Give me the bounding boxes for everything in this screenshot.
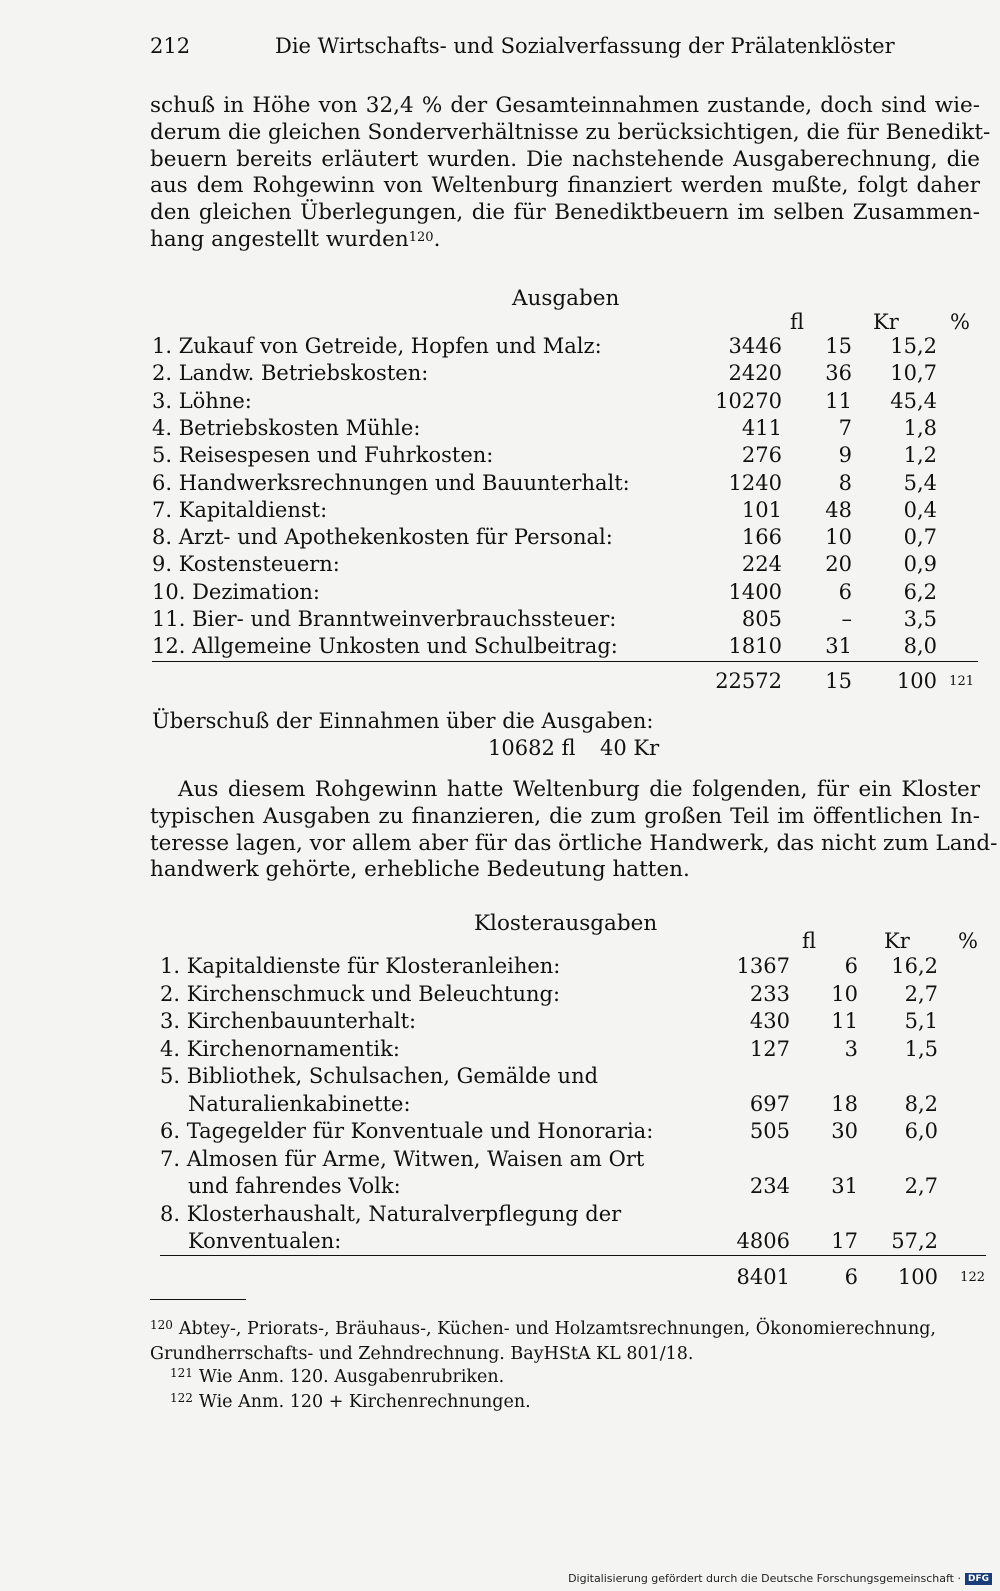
cell-pct: 5,1 <box>904 1009 938 1033</box>
table-row <box>152 470 982 497</box>
cell-fl: 430 <box>749 1009 790 1033</box>
table-row <box>160 1091 990 1118</box>
cell-kr: 15 <box>825 334 852 358</box>
footnote-121 <box>150 1366 980 1391</box>
cell-pct: 16,2 <box>891 954 938 978</box>
cell-kr: 11 <box>831 1009 858 1033</box>
table-title: Klosterausgaben <box>474 911 658 936</box>
table-total-row <box>152 668 982 695</box>
row-label: 8. Arzt- und Apothekenkosten für Personal: <box>152 525 613 550</box>
column-header-kr: Kr <box>873 310 899 334</box>
row-label: 5. Reisespesen und Fuhrkosten: <box>152 443 494 468</box>
row-label: Konventualen: <box>188 1229 342 1253</box>
row-label: 4. Kirchenornamentik: <box>160 1036 400 1061</box>
page-number: 212 <box>150 34 191 58</box>
cell-fl: 166 <box>741 525 782 550</box>
cell-fl: 1240 <box>728 470 782 495</box>
surplus-kr: 40 Kr <box>600 736 660 760</box>
table-row <box>152 633 982 660</box>
cell-kr: 6 <box>844 954 858 978</box>
cell-fl: 1367 <box>736 954 790 978</box>
footnote-mark: 120 <box>150 1318 173 1332</box>
cell-pct: 0,4 <box>903 497 937 522</box>
row-label: 6. Handwerksrechnungen und Bauunterhalt: <box>152 470 630 495</box>
column-header-fl: fl <box>802 929 817 953</box>
footnotes <box>150 1318 980 1415</box>
cell-fl: 101 <box>741 497 782 522</box>
cell-pct: 2,7 <box>904 981 938 1006</box>
text-line: beuern bereits erläutert wurden. Die nachstehende Ausgaberechnung, die <box>150 146 980 172</box>
cell-fl: 234 <box>749 1174 790 1198</box>
table-row <box>152 606 982 633</box>
table-row <box>160 981 990 1008</box>
cell-pct: 15,2 <box>890 334 937 358</box>
cell-fl: 805 <box>741 607 782 631</box>
running-title: Die Wirtschafts- und Sozialverfassung der Prälatenklöster <box>275 34 895 58</box>
cell-pct: 1,5 <box>904 1036 938 1061</box>
cell-kr: 48 <box>825 497 852 522</box>
cell-fl: 233 <box>749 981 790 1006</box>
table-row <box>152 579 982 606</box>
cell-kr: 10 <box>831 981 858 1006</box>
footnote-mark: 122 <box>170 1390 193 1405</box>
table-row <box>152 442 982 469</box>
footnote-text: Wie Anm. 120 + Kirchenrechnungen. <box>198 1391 531 1412</box>
row-label: 1. Zukauf von Getreide, Hopfen und Malz: <box>152 334 602 358</box>
cell-pct: 0,9 <box>903 552 937 577</box>
cell-kr: 6 <box>838 579 852 604</box>
cell-fl: 127 <box>749 1036 790 1061</box>
cell-fl: 3446 <box>728 334 782 358</box>
row-label: 2. Kirchenschmuck und Beleuchtung: <box>160 981 561 1006</box>
total-kr: 6 <box>844 1265 858 1289</box>
footer-text: Digitalisierung gefördert durch die Deutsche Forschungsgemeinschaft · <box>568 1572 961 1585</box>
cell-kr: 31 <box>825 634 852 659</box>
row-label: 5. Bibliothek, Schulsachen, Gemälde und <box>160 1064 599 1088</box>
digitization-footer <box>568 1572 992 1585</box>
row-label: 12. Allgemeine Unkosten und Schulbeitrag: <box>152 634 618 659</box>
cell-fl: 276 <box>741 443 782 468</box>
cell-fl: 697 <box>749 1091 790 1116</box>
cell-kr: 20 <box>825 552 852 577</box>
cell-pct: 8,0 <box>903 634 937 659</box>
cell-fl: 10270 <box>715 388 782 413</box>
footnote-120 <box>150 1318 980 1343</box>
cell-fl: 4806 <box>736 1229 790 1253</box>
cell-kr: 17 <box>831 1229 858 1253</box>
footnote-text: Grundherrschafts- und Zehndrechnung. BayHStA KL 801/18. <box>150 1343 694 1364</box>
text-line: den gleichen Überlegungen, die für Benediktbeuern im selben Zusammen- <box>150 200 980 226</box>
column-header-kr: Kr <box>884 929 910 953</box>
row-label: 2. Landw. Betriebskosten: <box>152 361 429 386</box>
text-line: derum die gleichen Sonderverhältnisse zu berücksichtigen, die für Benedikt- <box>150 119 991 145</box>
footnote-ref: 122 <box>960 1270 985 1285</box>
cell-kr: – <box>841 607 852 631</box>
table-total-rule <box>160 1255 986 1256</box>
surplus-label: Überschuß der Einnahmen über die Ausgaben: <box>152 709 654 733</box>
column-header-pct: % <box>958 929 978 953</box>
total-pct: 100 <box>896 669 937 693</box>
cell-kr: 36 <box>825 361 852 386</box>
row-label: 7. Kapitaldienst: <box>152 497 328 522</box>
table-row <box>160 1201 990 1228</box>
text-line: aus dem Rohgewinn von Weltenburg finanziert werden mußte, folgt daher <box>150 173 980 199</box>
cell-pct: 3,5 <box>903 607 937 631</box>
cell-pct: 10,7 <box>890 361 937 386</box>
row-label: 3. Kirchenbauunterhalt: <box>160 1009 417 1033</box>
table-row <box>160 1146 990 1173</box>
cell-fl: 1810 <box>728 634 782 659</box>
table-total-rule <box>152 661 978 662</box>
cell-pct: 1,2 <box>903 443 937 468</box>
cell-pct: 6,0 <box>904 1119 938 1143</box>
table-row <box>152 497 982 524</box>
column-header-pct: % <box>950 310 970 334</box>
cell-kr: 9 <box>838 443 852 468</box>
table-row <box>152 415 982 442</box>
cell-pct: 6,2 <box>903 579 937 604</box>
footnote-mark: 121 <box>170 1366 193 1380</box>
dfg-logo: DFG <box>965 1573 992 1585</box>
column-header-fl: fl <box>790 310 805 334</box>
text-line-content: hang angestellt wurden <box>150 226 409 252</box>
cell-kr: 7 <box>838 415 852 440</box>
row-label: 6. Tagegelder für Konventuale und Honoraria: <box>160 1119 654 1143</box>
cell-fl: 1400 <box>728 579 782 604</box>
text-line: schuß in Höhe von 32,4 % der Gesamteinnahmen zustande, doch sind wie- <box>150 93 980 118</box>
cell-kr: 3 <box>844 1036 858 1061</box>
row-label: Naturalienkabinette: <box>188 1091 411 1116</box>
cell-kr: 11 <box>825 388 852 413</box>
table-row <box>152 360 982 387</box>
cell-kr: 18 <box>831 1091 858 1116</box>
cell-kr: 31 <box>831 1174 858 1198</box>
table-row <box>152 388 982 415</box>
footnote-122 <box>150 1391 980 1416</box>
table-row <box>160 1173 990 1200</box>
table-row <box>160 1063 990 1090</box>
cell-pct: 8,2 <box>904 1091 938 1116</box>
cell-pct: 0,7 <box>903 525 937 550</box>
text-line: Aus diesem Rohgewinn hatte Weltenburg die folgenden, für ein Kloster <box>178 777 980 802</box>
cell-pct: 1,8 <box>903 415 937 440</box>
footnote-separator <box>150 1299 246 1300</box>
total-fl: 8401 <box>736 1265 790 1289</box>
cell-fl: 505 <box>749 1119 790 1143</box>
table-row <box>152 333 982 360</box>
table-row <box>152 524 982 551</box>
cell-kr: 30 <box>831 1119 858 1143</box>
row-label: und fahrendes Volk: <box>188 1174 401 1198</box>
cell-kr: 10 <box>825 525 852 550</box>
cell-fl: 2420 <box>728 361 782 386</box>
row-label: 10. Dezimation: <box>152 579 320 604</box>
row-label: 1. Kapitaldienste für Klosteranleihen: <box>160 954 561 978</box>
row-label: 4. Betriebskosten Mühle: <box>152 415 421 440</box>
table-title: Ausgaben <box>512 286 620 311</box>
cell-pct: 2,7 <box>904 1174 938 1198</box>
footnote-ref: 121 <box>949 674 974 689</box>
cell-pct: 45,4 <box>890 388 937 413</box>
total-kr: 15 <box>825 669 852 693</box>
cell-fl: 411 <box>741 415 782 440</box>
table-row <box>160 953 990 980</box>
row-label: 11. Bier- und Branntweinverbrauchssteuer: <box>152 607 617 631</box>
text-line: handwerk gehörte, erhebliche Bedeutung hatten. <box>150 857 690 883</box>
footnote-ref: 120 <box>408 229 434 245</box>
footnote-text: Wie Anm. 120. Ausgabenrubriken. <box>198 1367 505 1387</box>
table-total-row <box>160 1264 990 1291</box>
text-line: teresse lagen, vor allem aber für das örtliche Handwerk, das nicht zum Land- <box>150 830 998 856</box>
paragraph-2 <box>150 777 998 884</box>
paragraph-1 <box>150 93 991 254</box>
row-label: 9. Kostensteuern: <box>152 552 340 577</box>
row-label: 7. Almosen für Arme, Witwen, Waisen am Ort <box>160 1146 645 1171</box>
text-line: typischen Ausgaben zu finanzieren, die zum großen Teil im öffentlichen In- <box>150 803 980 829</box>
total-fl: 22572 <box>715 669 782 693</box>
row-label: 3. Löhne: <box>152 388 252 413</box>
text-line: hang angestellt wurden$^{120}$. <box>150 226 441 252</box>
cell-kr: 8 <box>838 470 852 495</box>
table-row <box>152 551 982 578</box>
surplus-amount: 10682 fl <box>488 736 576 760</box>
cell-pct: 57,2 <box>891 1229 938 1253</box>
footnote-text: Abtey-, Priorats-, Bräuhaus-, Küchen- und Holzamtsrechnungen, Ökonomierechnung, <box>178 1319 936 1339</box>
table-row <box>160 1118 990 1145</box>
cell-pct: 5,4 <box>903 470 937 495</box>
cell-fl: 224 <box>741 552 782 577</box>
table-row <box>160 1228 990 1255</box>
total-pct: 100 <box>897 1265 938 1289</box>
table-row <box>160 1008 990 1035</box>
table-row <box>160 1036 990 1063</box>
row-label: 8. Klosterhaushalt, Naturalverpflegung der <box>160 1201 622 1226</box>
